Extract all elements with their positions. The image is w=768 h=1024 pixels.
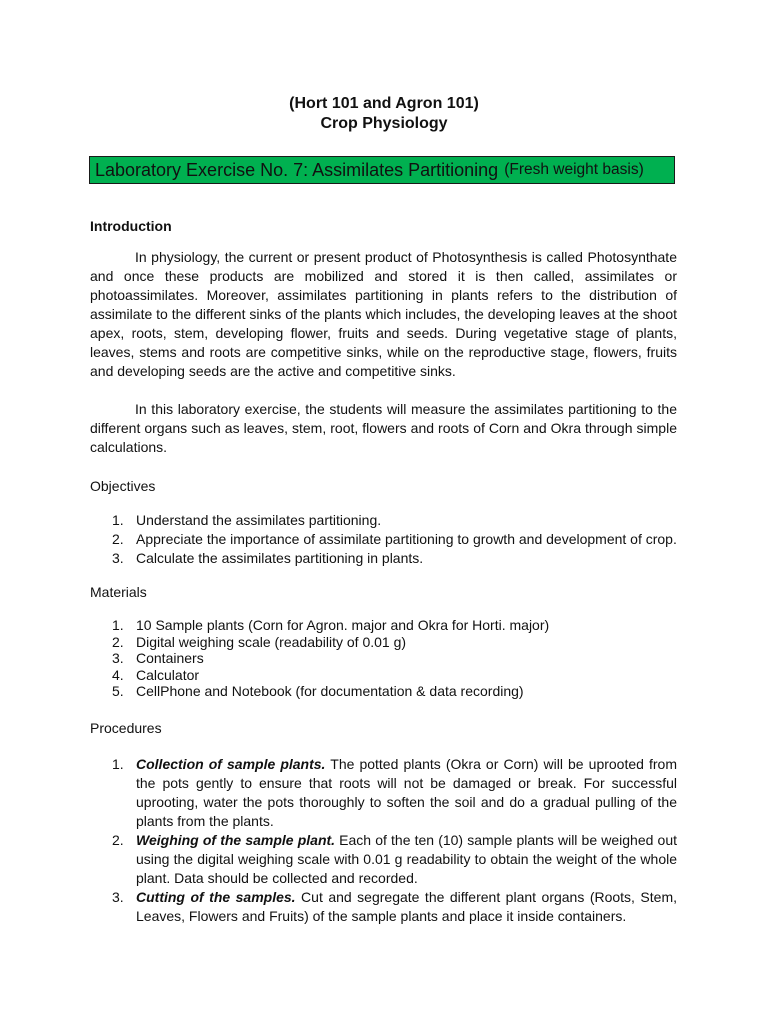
- introduction-paragraph: In this laboratory exercise, the students will measure the assimilates partitioning to the different organs such as leaves, stem, root, flowers and roots of Corn and Okra through simple calculations.: [90, 401, 677, 455]
- materials-section: [90, 617, 677, 700]
- course-code: (Hort 101 and Agron 101): [289, 95, 479, 112]
- list-text: Appreciate the importance of assimilate partitioning to growth and development of crop.: [136, 531, 677, 547]
- list-number: 4.: [112, 666, 124, 683]
- list-item: [90, 888, 677, 926]
- list-item: [90, 831, 677, 888]
- procedure-lead: Weighing of the sample plant.: [136, 832, 336, 848]
- list-item: [90, 650, 677, 667]
- list-text: Understand the assimilates partitioning.: [136, 512, 382, 528]
- list-number: 3.: [112, 550, 124, 566]
- exercise-subtitle: (Fresh weight basis): [504, 161, 644, 178]
- subject-title: Crop Physiology: [320, 115, 448, 132]
- objectives-list: [90, 511, 677, 568]
- materials-heading-block: [90, 583, 677, 602]
- list-number: 3.: [112, 650, 124, 666]
- list-text: The potted plants (Okra or Corn) will be uprooted from the pots gently to ensure that roots will not be damaged or break. For successful uprooting, water the pots thoroughly to soften the soil and do a gradual pulling of the plants from the plants.: [136, 756, 677, 829]
- list-item: [90, 683, 677, 700]
- procedures-section: [90, 755, 677, 926]
- list-text: Each of the ten (10) sample plants will be weighed out using the digital weighing scale with 0.01 g readability to obtain the weight of the whole plant. Data should be collected and recorded.: [136, 832, 677, 886]
- objectives-heading-block: [90, 477, 677, 496]
- list-text: Calculator: [136, 666, 200, 683]
- list-text: Cut and segregate the different plant organs (Roots, Stem, Leaves, Flowers and Fruits) of the sample plants and place it inside containers.: [136, 889, 677, 924]
- list-item: [90, 549, 677, 568]
- list-item: [90, 634, 677, 651]
- materials-heading: Materials: [90, 584, 147, 600]
- procedures-heading-block: [90, 719, 677, 738]
- list-number: 1.: [112, 512, 124, 528]
- list-number: 2.: [112, 633, 124, 650]
- procedures-list: [90, 755, 677, 926]
- list-item: [90, 617, 677, 634]
- objectives-heading: Objectives: [90, 478, 156, 494]
- introduction-heading-block: [90, 217, 677, 236]
- procedure-lead: Cutting of the samples.: [136, 889, 296, 905]
- list-item: [90, 755, 677, 831]
- exercise-title-bar: [89, 156, 675, 184]
- exercise-title: Laboratory Exercise No. 7: Assimilates Partitioning: [95, 159, 499, 180]
- list-item: [90, 511, 677, 530]
- objectives-section: [90, 511, 677, 568]
- introduction-paragraph-2-block: [90, 400, 677, 457]
- list-text: Calculate the assimilates partitioning in plants.: [136, 550, 424, 566]
- document-header: [0, 94, 768, 134]
- list-text: 10 Sample plants (Corn for Agron. major and Okra for Horti. major): [136, 617, 550, 633]
- materials-list: [90, 617, 677, 700]
- list-item: [90, 530, 677, 549]
- list-item: [90, 667, 677, 684]
- list-number: 2.: [112, 531, 124, 547]
- list-number: 3.: [112, 889, 124, 905]
- list-number: 2.: [112, 832, 124, 848]
- list-number: 1.: [112, 617, 124, 633]
- procedures-heading: Procedures: [90, 720, 162, 736]
- introduction-paragraph-1-block: [90, 248, 677, 381]
- list-number: 5.: [112, 683, 124, 699]
- list-number: 1.: [112, 756, 124, 772]
- list-text: CellPhone and Notebook (for documentation & data recording): [136, 683, 524, 699]
- list-text: Containers: [136, 650, 204, 666]
- introduction-paragraph: In physiology, the current or present product of Photosynthesis is called Photosynthate and once these products are mobilized and stored it is then called, assimilates or photoassimilates. Moreover, assimilates partitioning in plants refers to the distribution of assimilate to the different sinks of the plants which includes, the developing leaves at the shoot apex, roots, stem, developing flower, fruits and seeds. During vegetative stage of plants, leaves, stems and roots are competitive sinks, while on the reproductive stage, flowers, fruits and developing seeds are the active and competitive sinks.: [90, 249, 677, 379]
- list-text: Digital weighing scale (readability of 0.01 g): [136, 633, 407, 650]
- introduction-heading: Introduction: [90, 218, 172, 234]
- procedure-lead: Collection of sample plants.: [136, 756, 326, 772]
